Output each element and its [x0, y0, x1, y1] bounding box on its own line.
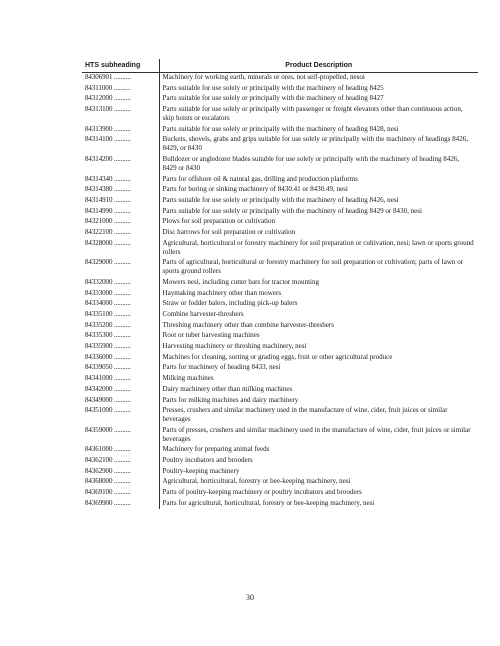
- hts-code-cell: 84335100 ..........: [82, 309, 159, 320]
- hts-code-cell: 84332000 ..........: [82, 277, 159, 288]
- table-row: [82, 488, 478, 499]
- hts-code-cell: 84328000 ..........: [82, 238, 159, 258]
- hts-code-cell: 84368000 ..........: [82, 477, 159, 488]
- table-row: [82, 238, 478, 258]
- hts-code-cell: 84341000 ..........: [82, 374, 159, 385]
- hts-code-cell: 84314910 ..........: [82, 195, 159, 206]
- table-row: [82, 94, 478, 105]
- table-row: [82, 395, 478, 406]
- table-row: [82, 72, 478, 83]
- hts-code-cell: 84321000 ..........: [82, 217, 159, 228]
- product-description-cell: Haymaking machinery other than mowers: [162, 288, 282, 297]
- table-row: [82, 406, 478, 426]
- table-row: [82, 363, 478, 374]
- table-row: [82, 384, 478, 395]
- product-description-cell: Parts of agricultural, horticultural or forestry machinery for soil preparation or cultivation; parts of lawn or sports ground rollers: [162, 258, 464, 276]
- hts-code-cell: 84336000 ..........: [82, 352, 159, 363]
- product-description-cell: Plows for soil preparation or cultivation: [162, 217, 276, 226]
- table-row: [82, 341, 478, 352]
- table-row: [82, 466, 478, 477]
- table-row: [82, 288, 478, 299]
- hts-code-cell: 84334000 ..........: [82, 299, 159, 310]
- product-description-cell: Parts suitable for use solely or principally with the machinery of heading 8426, nesi: [162, 196, 399, 204]
- hts-code-cell: 84314100 ..........: [82, 135, 159, 155]
- table-row: [82, 154, 478, 174]
- product-description-cell: Threshing machinery other than combine harvester-threshers: [162, 320, 334, 329]
- hts-code-cell: 84335200 ..........: [82, 320, 159, 331]
- hts-code-cell: 84361000 ..........: [82, 445, 159, 456]
- table-row: [82, 206, 478, 217]
- page-number: 30: [246, 593, 254, 602]
- hts-code-cell: 84351000 ..........: [82, 406, 159, 426]
- product-description-cell: Parts suitable for use solely or principally with the machinery of heading 8427: [162, 94, 384, 103]
- product-description-cell: Parts suitable for use solely or principally with the machinery of heading 8428, nesi: [162, 124, 399, 133]
- hts-code-cell: 84314990 ..........: [82, 206, 159, 217]
- hts-code-cell: 84313100 ..........: [82, 105, 159, 125]
- hts-code-cell: 84306901 ..........: [82, 72, 159, 83]
- hts-code-cell: 84369100 ..........: [82, 488, 159, 499]
- table-row: [82, 195, 478, 206]
- table-row: [82, 174, 478, 185]
- product-description-cell: Mowers nesi, including cutter bars for tractor mounting: [162, 277, 320, 286]
- hts-code-cell: 84342000 ..........: [82, 384, 159, 395]
- hts-code-cell: 84335300 ..........: [82, 331, 159, 342]
- hts-code-cell: 84314340 ..........: [82, 174, 159, 185]
- product-description-cell: Disc harrows for soil preparation or cultivation: [162, 228, 296, 237]
- product-description-cell: Buckets, shovels, grabs and grips suitable for use solely or principally with the machinery of headings 8426, 8429, or 8430: [162, 135, 468, 153]
- hts-code-cell: 84311000 ..........: [82, 83, 159, 94]
- table-row: [82, 425, 478, 445]
- table-row: [82, 299, 478, 310]
- hts-table: [82, 59, 478, 509]
- hts-code-cell: 84333000 ..........: [82, 288, 159, 299]
- table-row: [82, 498, 478, 509]
- table-row: [82, 83, 478, 94]
- hts-code-cell: 84314200 ..........: [82, 154, 159, 174]
- product-description-cell: Parts of presses, crushers and similar machinery used in the manufacture of wine, cider, fruit juices or similar beverages: [162, 425, 471, 443]
- product-description-cell: Machines for cleaning, sorting or grading eggs, fruit or other agricultural produce: [162, 352, 393, 361]
- table-row: [82, 135, 478, 155]
- table-row: [82, 124, 478, 135]
- product-description-cell: Agricultural, horticultural, forestry or bee-keeping machinery, nesi: [162, 477, 351, 486]
- document-page: [82, 59, 478, 509]
- product-description-cell: Bulldozer or angledozer blades suitable for use solely or principally with the machinery of heading 8426, 8429 or 8430: [162, 155, 460, 172]
- product-description-cell: Root or tuber harvesting machines: [162, 331, 260, 340]
- hts-code-cell: 84335900 ..........: [82, 341, 159, 352]
- table-row: [82, 445, 478, 456]
- product-description-cell: Parts for machinery of heading 8433, nesi: [162, 363, 281, 372]
- table-row: [82, 277, 478, 288]
- table-header-row: [82, 59, 478, 72]
- header-product-description: Product Description: [159, 59, 478, 72]
- product-description-cell: Parts suitable for use solely or principally with the machinery of heading 8429 or 8430, nesi: [162, 206, 423, 215]
- hts-code-cell: 84362900 ..........: [82, 466, 159, 477]
- product-description-cell: Poultry incubators and brooders: [162, 456, 253, 465]
- product-description-cell: Parts of poultry-keeping machinery or poultry incubators and brooders: [162, 488, 362, 497]
- table-row: [82, 455, 478, 466]
- hts-code-cell: 84339050 ..........: [82, 363, 159, 374]
- product-description-cell: Parts for agricultural, horticultural, forestry or bee-keeping machinery, nesi: [162, 498, 375, 507]
- hts-code-cell: 84313900 ..........: [82, 124, 159, 135]
- hts-code-cell: 84314380 ..........: [82, 185, 159, 196]
- product-description-cell: Harvesting machinery or threshing machinery, nesi: [162, 342, 307, 351]
- table-row: [82, 258, 478, 278]
- table-row: [82, 185, 478, 196]
- table-row: [82, 352, 478, 363]
- product-description-cell: Parts suitable for use solely or principally with the machinery of heading 8425: [162, 83, 384, 92]
- product-description-cell: Machinery for preparing animal feeds: [162, 445, 270, 454]
- product-description-cell: Milking machines: [162, 374, 214, 383]
- product-description-cell: Parts suitable for use solely or principally with passenger or freight elevators other than continuous action, skip hoists or escalators: [162, 105, 463, 123]
- table-row: [82, 217, 478, 228]
- table-row: [82, 309, 478, 320]
- product-description-cell: Parts for boring or sinking machinery of 8430.41 or 8430.49, nesi: [162, 185, 348, 194]
- product-description-cell: Straw or fodder balers, including pick-up balers: [162, 299, 298, 308]
- hts-code-cell: 84312000 ..........: [82, 94, 159, 105]
- hts-code-cell: 84362100 ..........: [82, 455, 159, 466]
- hts-code-cell: 84349000 ..........: [82, 395, 159, 406]
- table-row: [82, 227, 478, 238]
- hts-code-cell: 84369900 ..........: [82, 498, 159, 509]
- product-description-cell: Machinery for working earth, minerals or ores, not self-propelled, nesoi: [162, 73, 365, 82]
- hts-code-cell: 84322100 ..........: [82, 227, 159, 238]
- hts-code-cell: 84359000 ..........: [82, 425, 159, 445]
- product-description-cell: Poultry-keeping machinery: [162, 466, 240, 475]
- product-description-cell: Agricultural, horticultural or forestry machinery for soil preparation or cultivation, nesi; lawn or sports ground rollers: [162, 238, 474, 256]
- table-row: [82, 105, 478, 125]
- table-body: [82, 72, 478, 509]
- table-row: [82, 374, 478, 385]
- table-row: [82, 331, 478, 342]
- header-hts-subheading: HTS subheading: [82, 59, 159, 72]
- product-description-cell: Dairy machinery other than milking machines: [162, 384, 293, 393]
- product-description-cell: Parts for offshore oil & natural gas, drilling and production platforms: [162, 174, 358, 183]
- product-description-cell: Presses, crushers and similar machinery used in the manufacture of wine, cider, fruit juices or similar beverages: [162, 406, 448, 424]
- table-row: [82, 320, 478, 331]
- product-description-cell: Parts for milking machines and dairy machinery: [162, 395, 299, 404]
- product-description-cell: Combine harvester-threshers: [162, 310, 244, 318]
- table-row: [82, 477, 478, 488]
- hts-code-cell: 84329000 ..........: [82, 258, 159, 278]
